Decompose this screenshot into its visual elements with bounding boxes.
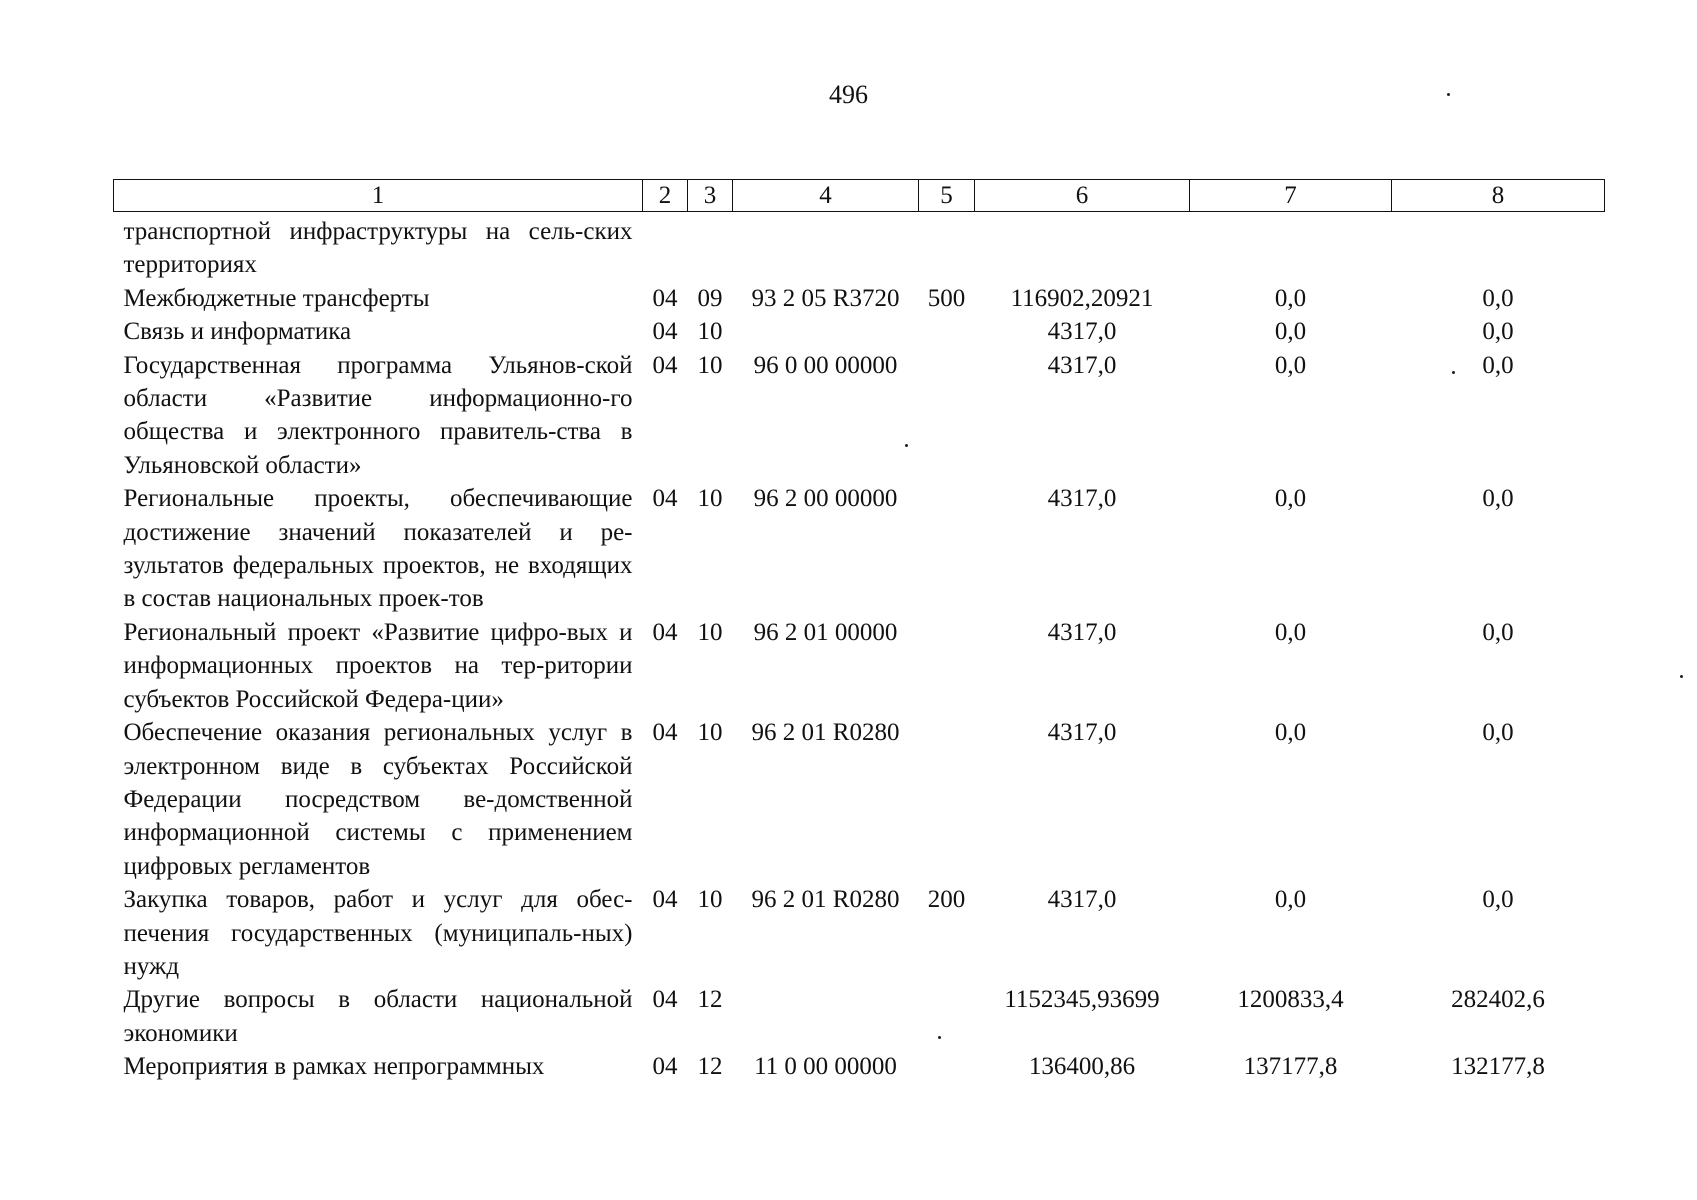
amount-col8-cell: 0,0 bbox=[1482, 284, 1514, 312]
expense-type-cell bbox=[919, 716, 975, 883]
section-code-cell: 04 bbox=[652, 719, 678, 747]
amount-col8-cell: 132177,8 bbox=[1451, 1053, 1545, 1081]
amount-col6-cell: 116902,20921 bbox=[1010, 284, 1154, 312]
subsection-code-cell: 10 bbox=[697, 485, 723, 513]
row-name-cell: Закупка товаров, работ и услуг для обес-печения государственных (муниципаль-ных) нужд bbox=[123, 886, 633, 980]
amount-col6-cell: 4317,0 bbox=[1047, 318, 1117, 346]
section-code-cell: 04 bbox=[652, 284, 678, 312]
row-name-cell: Обеспечение оказания региональных услуг в электронном виде в субъектах Российской Федерации посредством ве-домственной информационной системы с применением цифровых регламентов bbox=[123, 719, 633, 880]
amount-col7-cell bbox=[1190, 212, 1392, 282]
table-row bbox=[114, 282, 1605, 315]
expense-type-cell bbox=[919, 616, 975, 716]
column-header: 7 bbox=[1190, 180, 1392, 212]
amount-col7-cell: 0,0 bbox=[1274, 318, 1307, 346]
expense-type-cell: 500 bbox=[927, 284, 966, 312]
target-article-cell bbox=[733, 983, 919, 1050]
amount-col6-cell: 4317,0 bbox=[1047, 485, 1117, 513]
section-code-cell: 04 bbox=[652, 886, 678, 914]
amount-col8-cell: 282402,6 bbox=[1451, 986, 1545, 1014]
expense-type-cell bbox=[919, 482, 975, 616]
section-code-cell: 04 bbox=[652, 986, 678, 1014]
column-header: 3 bbox=[688, 180, 733, 212]
amount-col6-cell: 4317,0 bbox=[1047, 719, 1117, 747]
amount-col7-cell: 0,0 bbox=[1274, 618, 1307, 646]
amount-col6-cell: 4317,0 bbox=[1047, 886, 1117, 914]
expense-type-cell bbox=[919, 315, 975, 348]
table-row bbox=[114, 983, 1605, 1050]
amount-col7-cell: 0,0 bbox=[1274, 485, 1307, 513]
subsection-code-cell: 10 bbox=[697, 886, 723, 914]
subsection-code-cell: 10 bbox=[697, 351, 723, 379]
table-row bbox=[114, 883, 1605, 983]
expense-type-cell: 200 bbox=[927, 886, 966, 914]
subsection-code-cell: 12 bbox=[697, 986, 723, 1014]
amount-col8-cell: 0,0 bbox=[1482, 719, 1514, 747]
amount-col8-cell: 0,0 bbox=[1482, 886, 1514, 914]
table-body bbox=[114, 212, 1605, 1084]
amount-col6-cell bbox=[975, 212, 1190, 282]
column-header: 4 bbox=[733, 180, 919, 212]
scan-speck bbox=[1680, 675, 1683, 678]
target-article-cell: 11 0 00 00000 bbox=[754, 1053, 897, 1081]
subsection-code-cell: 10 bbox=[697, 318, 723, 346]
amount-col7-cell: 0,0 bbox=[1274, 886, 1307, 914]
section-code-cell: 04 bbox=[652, 318, 678, 346]
section-code-cell: 04 bbox=[652, 485, 678, 513]
page-number: 496 bbox=[829, 80, 868, 109]
target-article-cell: 96 0 00 00000 bbox=[753, 351, 898, 379]
amount-col6-cell: 4317,0 bbox=[1047, 618, 1117, 646]
subsection-code-cell: 10 bbox=[697, 618, 723, 646]
target-article-cell: 96 2 01 R0280 bbox=[751, 719, 900, 747]
amount-col7-cell: 137177,8 bbox=[1243, 1053, 1338, 1081]
target-article-cell: 96 2 01 R0280 bbox=[751, 886, 900, 914]
subsection-code-cell: 12 bbox=[697, 1053, 723, 1081]
row-name-cell: Другие вопросы в области национальной экономики bbox=[123, 986, 633, 1047]
table-row bbox=[114, 482, 1605, 616]
expense-type-cell bbox=[919, 983, 975, 1050]
row-name-cell: Региональные проекты, обеспечивающие достижение значений показателей и ре-зультатов федеральных проектов, не входящих в состав национальных проек-тов bbox=[123, 485, 633, 613]
amount-col6-cell: 4317,0 bbox=[1047, 351, 1117, 379]
amount-col8-cell: 0,0 bbox=[1482, 318, 1514, 346]
amount-col8-cell: 0,0 bbox=[1482, 618, 1514, 646]
column-header: 5 bbox=[919, 180, 975, 212]
row-name-cell: Мероприятия в рамках непрограммных bbox=[123, 1053, 545, 1081]
section-code-cell: 04 bbox=[652, 618, 678, 646]
table-row bbox=[114, 716, 1605, 883]
budget-table bbox=[113, 179, 1605, 1084]
subsection-code-cell: 10 bbox=[697, 719, 723, 747]
amount-col7-cell: 0,0 bbox=[1274, 719, 1307, 747]
column-header: 2 bbox=[643, 180, 688, 212]
target-article-cell: 93 2 05 R3720 bbox=[751, 284, 900, 312]
column-header: 1 bbox=[114, 180, 643, 212]
subsection-code-cell: 09 bbox=[697, 284, 723, 312]
target-article-cell bbox=[733, 315, 919, 348]
target-article-cell bbox=[733, 212, 919, 282]
expense-type-cell bbox=[919, 1050, 975, 1083]
section-code-cell: 04 bbox=[652, 351, 678, 379]
row-name-cell: Межбюджетные трансферты bbox=[123, 284, 430, 312]
section-code-cell: 04 bbox=[652, 1053, 678, 1081]
table-row bbox=[114, 616, 1605, 716]
table-row bbox=[114, 212, 1605, 282]
target-article-cell: 96 2 01 00000 bbox=[753, 618, 898, 646]
row-name-cell: Связь и информатика bbox=[123, 318, 352, 346]
column-header: 6 bbox=[975, 180, 1190, 212]
amount-col7-cell: 1200833,4 bbox=[1237, 986, 1344, 1014]
column-header: 8 bbox=[1392, 180, 1605, 212]
header-row bbox=[114, 180, 1605, 212]
table-row bbox=[114, 315, 1605, 348]
table-row bbox=[114, 1050, 1605, 1083]
table-row bbox=[114, 349, 1605, 483]
subsection-code-cell bbox=[688, 212, 733, 282]
row-name-cell: транспортной инфраструктуры на сель-ских территориях bbox=[123, 218, 633, 279]
scan-speck bbox=[1447, 93, 1450, 96]
row-name-cell: Региональный проект «Развитие цифро-вых и информационных проектов на тер-ритории субъектов Российской Федера-ции» bbox=[123, 618, 633, 713]
expense-type-cell bbox=[919, 349, 975, 483]
amount-col7-cell: 0,0 bbox=[1274, 284, 1307, 312]
row-name-cell: Государственная программа Ульянов-ской области «Развитие информационно-го общества и электронного правитель-ства в Ульяновской области» bbox=[123, 351, 633, 479]
amount-col8-cell bbox=[1392, 212, 1605, 282]
expense-type-cell bbox=[919, 212, 975, 282]
amount-col6-cell: 136400,86 bbox=[1028, 1053, 1136, 1081]
amount-col7-cell: 0,0 bbox=[1274, 351, 1307, 379]
target-article-cell: 96 2 00 00000 bbox=[753, 485, 898, 513]
section-code-cell bbox=[643, 212, 688, 282]
amount-col6-cell: 1152345,93699 bbox=[1004, 986, 1160, 1014]
amount-col8-cell: 0,0 bbox=[1482, 485, 1514, 513]
table-header bbox=[114, 180, 1605, 212]
amount-col8-cell: 0,0 bbox=[1482, 351, 1514, 379]
